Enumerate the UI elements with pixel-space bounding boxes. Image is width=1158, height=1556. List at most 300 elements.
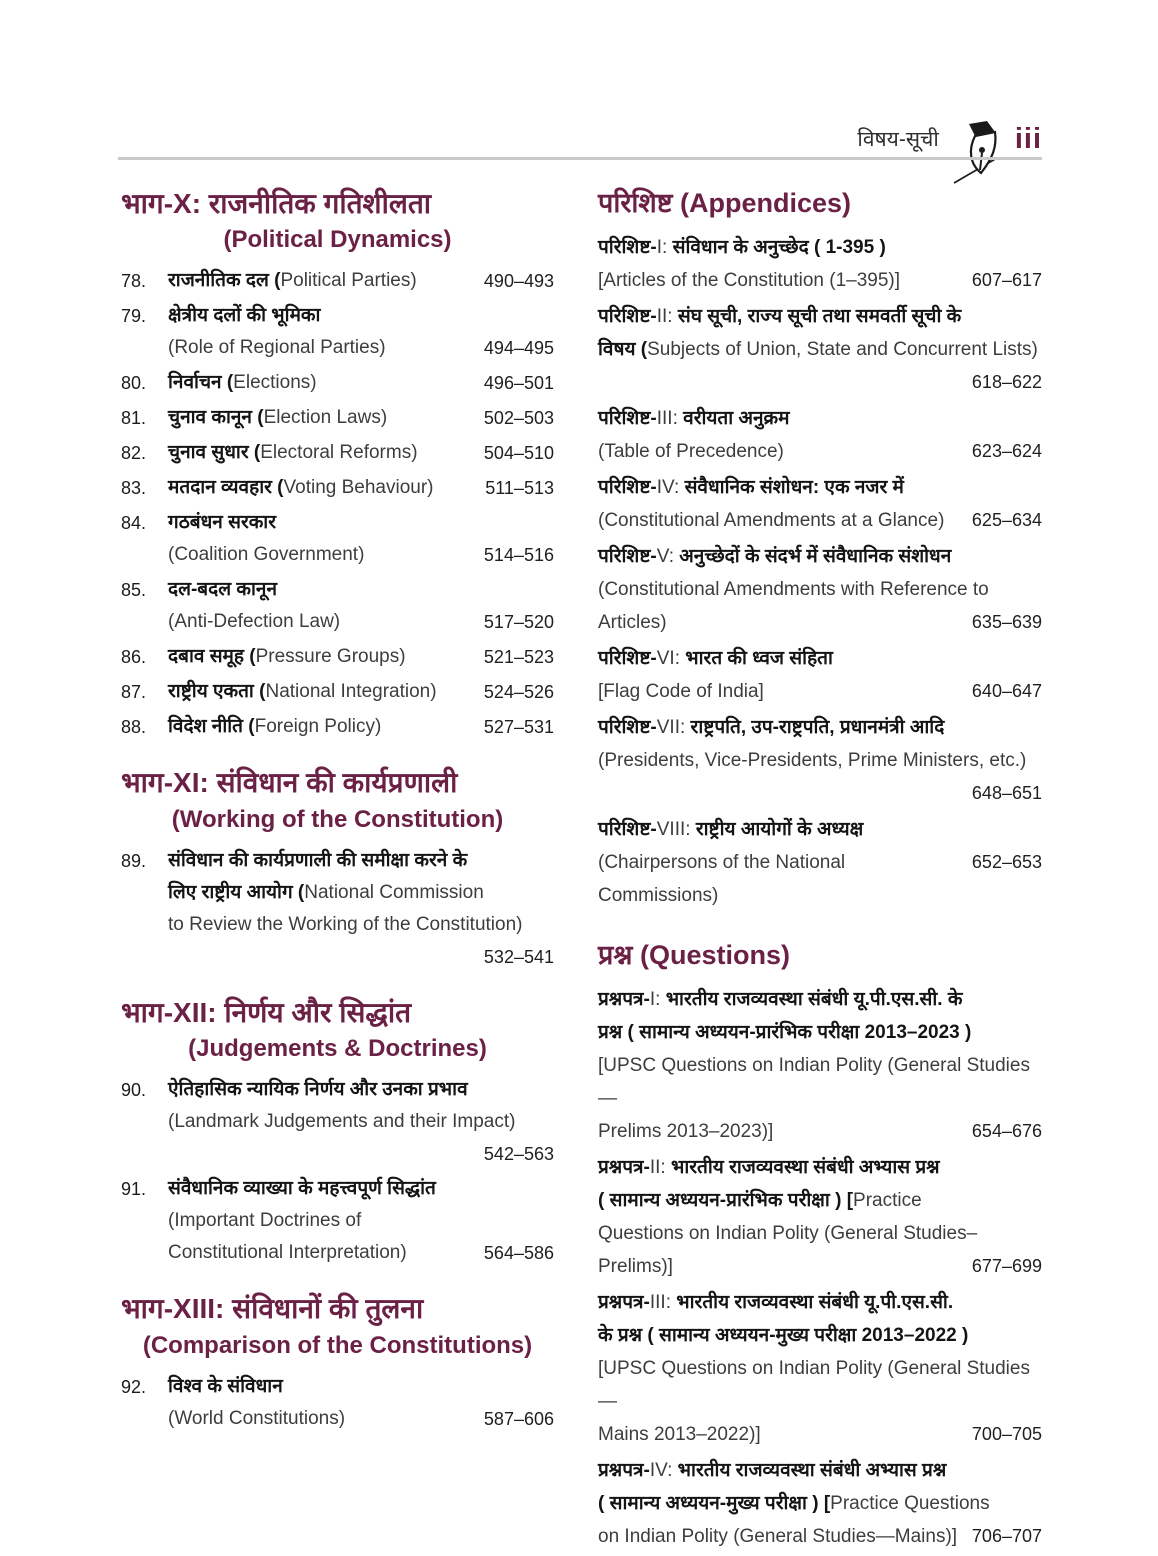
entry-line xyxy=(168,1371,554,1403)
text-run: (Presidents, Vice-Presidents, Prime Ministers, etc.) xyxy=(598,750,1027,772)
entry-text xyxy=(598,231,886,264)
entry-line xyxy=(168,845,554,877)
entry-text xyxy=(598,264,900,297)
entry-lines xyxy=(168,1371,554,1435)
entry-line xyxy=(598,711,1042,744)
entry-line xyxy=(168,472,554,504)
text-run: राजनीतिक दल ( xyxy=(168,270,281,292)
entry-pages: 700–705 xyxy=(971,1424,1042,1445)
text-run: Elections) xyxy=(233,372,317,394)
entry-text xyxy=(168,676,437,708)
section-title: परिशिष्ट (Appendices) xyxy=(598,188,852,218)
entry-pages: 502–503 xyxy=(483,408,554,429)
entry-lines xyxy=(168,676,554,708)
entry-text xyxy=(598,1487,990,1520)
text-run: Prelims 2013–2023)] xyxy=(598,1121,774,1143)
text-run: अनुच्छेदों के संदर्भ में संवैधानिक संशोधन xyxy=(679,546,952,568)
entry-lines xyxy=(598,1454,1042,1553)
entry-line xyxy=(168,909,554,941)
text-run: ( सामान्य अध्ययन-मुख्य परीक्षा ) [ xyxy=(598,1493,831,1515)
entry-pages: 625–634 xyxy=(971,510,1042,531)
entry-line xyxy=(598,1049,1042,1115)
entry-text xyxy=(168,711,381,743)
text-run: II: xyxy=(656,306,678,328)
entry-pages: 524–526 xyxy=(483,682,554,703)
entry-text xyxy=(168,265,417,297)
text-run: संवैधानिक संशोधन: एक नजर में xyxy=(684,477,904,499)
text-run: V: xyxy=(656,546,680,568)
text-run: to Review the Working of the Constitution) xyxy=(168,913,523,935)
toc-entry xyxy=(121,711,554,743)
entry-text xyxy=(598,402,789,435)
toc-entry xyxy=(121,1371,554,1435)
toc-entry xyxy=(598,642,1042,708)
toc-entry xyxy=(121,845,554,973)
text-run: (Coalition Government) xyxy=(168,544,365,566)
text-run: [Flag Code of India] xyxy=(598,681,764,703)
text-run: on Indian Polity (General Studies—Mains)] xyxy=(598,1526,958,1548)
toc-entry xyxy=(121,402,554,434)
entry-lines xyxy=(598,471,1042,537)
text-run: Electoral Reforms) xyxy=(260,442,418,464)
toc-entry xyxy=(121,507,554,571)
entry-lines xyxy=(598,1286,1042,1451)
entry-number: 86. xyxy=(121,647,147,668)
entry-line xyxy=(598,1217,1042,1250)
text-run: परिशिष्ट- xyxy=(598,408,657,430)
entry-pages: 706–707 xyxy=(971,1526,1042,1547)
entry-text xyxy=(598,1454,946,1487)
entry-line xyxy=(598,231,1042,264)
entry-line xyxy=(598,983,1042,1016)
entry-text xyxy=(598,1286,953,1319)
entry-line xyxy=(168,402,554,434)
entry-lines xyxy=(598,540,1042,639)
entry-text xyxy=(598,471,904,504)
entry-line xyxy=(598,1115,1042,1148)
toc-entry xyxy=(121,1173,554,1269)
entry-number: 81. xyxy=(121,408,147,429)
text-run: परिशिष्ट- xyxy=(598,717,657,739)
entry-pages: 490–493 xyxy=(483,271,554,292)
text-run: Voting Behaviour) xyxy=(283,477,434,499)
entry-text xyxy=(168,877,484,909)
entry-line xyxy=(598,333,1042,366)
entry-line xyxy=(598,777,1042,810)
text-run: Articles) xyxy=(598,612,667,634)
text-run: ( सामान्य अध्ययन-प्रारंभिक परीक्षा ) [ xyxy=(598,1190,854,1212)
entry-line xyxy=(598,1250,1042,1283)
entry-line xyxy=(168,1106,554,1138)
text-run: ऐतिहासिक न्यायिक निर्णय और उनका प्रभाव xyxy=(168,1079,468,1101)
entry-line xyxy=(598,1151,1042,1184)
entry-text xyxy=(598,983,962,1016)
entry-text xyxy=(598,1352,1042,1418)
entry-line xyxy=(598,1454,1042,1487)
entry-text xyxy=(168,507,276,539)
entry-pages: 654–676 xyxy=(971,1121,1042,1142)
entry-line xyxy=(598,366,1042,399)
text-run: (Chairpersons of the National Commissions) xyxy=(598,852,846,907)
page-number: iii xyxy=(1014,122,1042,155)
entry-number: 82. xyxy=(121,443,147,464)
entry-line xyxy=(168,877,554,909)
entry-line xyxy=(598,813,1042,846)
toc-entry xyxy=(121,437,554,469)
entry-pages: 623–624 xyxy=(971,441,1042,462)
text-run: (Anti-Defection Law) xyxy=(168,611,341,633)
entry-lines xyxy=(168,845,554,973)
section-subtitle: (Comparison of the Constitutions) xyxy=(142,1331,533,1359)
entry-text xyxy=(598,846,964,912)
text-run: संघ सूची, राज्य सूची तथा समवर्ती सूची के xyxy=(677,306,962,328)
entry-line xyxy=(168,676,554,708)
entry-text xyxy=(598,435,784,468)
entry-line xyxy=(598,1319,1042,1352)
text-run: Prelims)] xyxy=(598,1256,673,1278)
text-run: Practice Questions xyxy=(830,1493,990,1515)
entry-text xyxy=(168,437,418,469)
entry-line xyxy=(168,1173,554,1205)
entry-text xyxy=(168,1173,436,1205)
section-title: भाग-XI: संविधान की कार्यप्रणाली xyxy=(121,767,458,799)
entry-number: 87. xyxy=(121,682,147,703)
toc-entry xyxy=(598,711,1042,810)
entry-text xyxy=(598,300,961,333)
entry-text xyxy=(168,909,523,941)
text-run: दल-बदल कानून xyxy=(168,579,278,601)
right-column xyxy=(598,186,1042,1556)
entry-pages: 652–653 xyxy=(971,852,1042,873)
section-title: भाग-XIII: संविधानों की तुलना xyxy=(121,1293,424,1325)
entry-text xyxy=(598,744,1026,777)
entry-line xyxy=(168,367,554,399)
text-run: Questions on Indian Polity (General Studies– xyxy=(598,1223,978,1245)
text-run: प्रश्नपत्र- xyxy=(598,1157,650,1179)
text-run: Practice xyxy=(853,1190,922,1212)
toc-entry xyxy=(598,231,1042,297)
text-run: Constitutional Interpretation) xyxy=(168,1242,407,1264)
text-run: प्रश्नपत्र- xyxy=(598,1460,650,1482)
text-run: [UPSC Questions on Indian Polity (General Studies— xyxy=(598,1358,1030,1413)
entry-text xyxy=(598,711,944,744)
entry-text xyxy=(598,1016,971,1049)
entry-text xyxy=(168,1371,283,1403)
entry-lines xyxy=(168,402,554,434)
entry-line xyxy=(168,941,554,973)
entry-text xyxy=(598,1049,1042,1115)
entry-line xyxy=(168,711,554,743)
entry-line xyxy=(168,1237,554,1269)
text-run: II: xyxy=(649,1157,671,1179)
section-title: भाग-XII: निर्णय और सिद्धांत xyxy=(121,996,412,1028)
entry-text xyxy=(598,1250,673,1283)
running-title: विषय-सूची xyxy=(857,128,939,151)
text-run: विदेश नीति ( xyxy=(168,716,255,738)
entry-pages: 504–510 xyxy=(483,443,554,464)
text-run: प्रश्न ( सामान्य अध्ययन-प्रारंभिक परीक्षा 2013–2023 ) xyxy=(598,1022,972,1044)
text-run: मतदान व्यवहार ( xyxy=(168,477,284,499)
entry-pages: 607–617 xyxy=(971,270,1042,291)
entry-text xyxy=(168,641,406,673)
entry-line xyxy=(598,1352,1042,1418)
entry-text xyxy=(168,472,434,504)
entry-lines xyxy=(168,711,554,743)
entry-text xyxy=(598,642,833,675)
toc-entry xyxy=(598,1286,1042,1451)
entry-pages: 494–495 xyxy=(483,338,554,359)
text-run: चुनाव सुधार ( xyxy=(168,442,261,464)
entry-line xyxy=(168,539,554,571)
entry-line xyxy=(168,574,554,606)
toc-entry xyxy=(121,641,554,673)
text-run: भारतीय राजव्यवस्था संबंधी अभ्यास प्रश्न xyxy=(670,1157,940,1179)
text-run: प्रश्नपत्र- xyxy=(598,989,650,1011)
section-subtitle: (Judgements & Doctrines) xyxy=(188,1035,487,1063)
entry-line xyxy=(598,744,1042,777)
entry-text xyxy=(598,1151,940,1184)
entry-line xyxy=(598,1184,1042,1217)
entry-pages: 618–622 xyxy=(971,372,1042,393)
entry-text xyxy=(598,540,951,573)
entry-lines xyxy=(168,1074,554,1170)
entry-text xyxy=(598,1418,761,1451)
entry-number: 91. xyxy=(121,1179,147,1200)
text-run: संविधान के अनुच्छेद ( 1-395 ) xyxy=(672,237,886,259)
entry-line xyxy=(168,1074,554,1106)
entry-line xyxy=(598,402,1042,435)
toc-entry xyxy=(598,402,1042,468)
text-run: राष्ट्रीय एकता ( xyxy=(168,681,266,703)
entry-line xyxy=(598,435,1042,468)
entry-lines xyxy=(168,641,554,673)
entry-text xyxy=(598,1217,977,1250)
entry-text xyxy=(598,606,667,639)
entry-text xyxy=(168,1074,468,1106)
text-run: परिशिष्ट- xyxy=(598,819,657,841)
entry-text xyxy=(168,332,386,364)
entry-pages: 532–541 xyxy=(483,946,554,967)
entry-lines xyxy=(598,983,1042,1148)
section-subtitle: (Political Dynamics) xyxy=(223,226,452,254)
toc-entry xyxy=(121,367,554,399)
toc-entry xyxy=(598,471,1042,537)
entry-number: 79. xyxy=(121,306,147,327)
text-run: वरीयता अनुक्रम xyxy=(683,408,790,430)
toc-entry xyxy=(598,983,1042,1148)
entry-pages: 635–639 xyxy=(971,612,1042,633)
entry-line xyxy=(168,332,554,364)
entry-pages: 527–531 xyxy=(483,717,554,738)
entry-text xyxy=(168,1106,515,1138)
pen-nib-icon xyxy=(949,120,1005,186)
text-run: (Constitutional Amendments at a Glance) xyxy=(598,510,945,532)
text-run: राष्ट्रीय आयोगों के अध्यक्ष xyxy=(695,819,864,841)
entry-lines xyxy=(168,437,554,469)
entry-number: 90. xyxy=(121,1080,147,1101)
entry-lines xyxy=(168,574,554,638)
text-run: के प्रश्न ( सामान्य अध्ययन-मुख्य परीक्षा 2013–2022 ) xyxy=(598,1325,969,1347)
entry-pages: 640–647 xyxy=(971,681,1042,702)
text-run: दबाव समूह ( xyxy=(168,646,256,668)
header-rule xyxy=(118,157,1042,160)
text-run: राष्ट्रपति, उप-राष्ट्रपति, प्रधानमंत्री आदि xyxy=(690,717,945,739)
entry-lines xyxy=(168,367,554,399)
entry-text xyxy=(598,573,989,606)
entry-pages: 587–606 xyxy=(483,1408,554,1429)
entry-text xyxy=(598,675,764,708)
section-subtitle: (Working of the Constitution) xyxy=(171,805,504,833)
text-run: (Important Doctrines of xyxy=(168,1210,362,1232)
text-run: भारत की ध्वज संहिता xyxy=(685,648,833,670)
entry-number: 92. xyxy=(121,1376,147,1397)
entry-pages: 677–699 xyxy=(971,1256,1042,1277)
section-title: भाग-X: राजनीतिक गतिशीलता xyxy=(121,188,432,219)
text-run: विश्व के संविधान xyxy=(168,1375,283,1397)
entry-text xyxy=(598,1520,957,1553)
text-run: भारतीय राजव्यवस्था संबंधी यू.पी.एस.सी. के xyxy=(665,989,963,1011)
entry-line xyxy=(598,1016,1042,1049)
entry-line xyxy=(598,1520,1042,1553)
entry-line xyxy=(168,606,554,638)
text-run: VIII: xyxy=(656,819,696,841)
text-run: I: xyxy=(656,237,673,259)
text-run: विषय ( xyxy=(598,339,648,361)
entry-line xyxy=(168,507,554,539)
entry-line xyxy=(598,300,1042,333)
text-run: III: xyxy=(656,408,684,430)
toc-entry xyxy=(598,1151,1042,1283)
text-run: National Commission xyxy=(304,881,484,903)
entry-text xyxy=(598,1115,773,1148)
entry-text xyxy=(168,300,320,332)
entry-line xyxy=(598,1487,1042,1520)
text-run: भारतीय राजव्यवस्था संबंधी यू.पी.एस.सी. xyxy=(676,1292,954,1314)
text-run: निर्वाचन ( xyxy=(168,372,234,394)
entry-line xyxy=(598,1286,1042,1319)
entry-pages: 542–563 xyxy=(483,1144,554,1165)
page-header xyxy=(120,118,1042,160)
text-run: परिशिष्ट- xyxy=(598,237,657,259)
toc-entry xyxy=(598,300,1042,399)
toc-entry xyxy=(121,574,554,638)
entry-text xyxy=(168,539,364,571)
entry-lines xyxy=(168,1173,554,1269)
entry-lines xyxy=(168,507,554,571)
entry-lines xyxy=(598,711,1042,810)
entry-text xyxy=(168,367,317,399)
text-run: IV: xyxy=(649,1460,678,1482)
text-run: परिशिष्ट- xyxy=(598,306,657,328)
entry-lines xyxy=(598,642,1042,708)
entry-text xyxy=(598,1184,922,1217)
entry-line xyxy=(598,642,1042,675)
entry-line xyxy=(168,437,554,469)
entry-number: 89. xyxy=(121,850,147,871)
entry-text xyxy=(168,402,387,434)
text-run: लिए राष्ट्रीय आयोग ( xyxy=(168,881,305,903)
text-run: Election Laws) xyxy=(263,407,388,429)
entry-text xyxy=(168,574,277,606)
entry-pages: 521–523 xyxy=(483,647,554,668)
entry-text xyxy=(168,1403,345,1435)
toc-entry xyxy=(121,265,554,297)
left-column xyxy=(121,186,554,1438)
toc-entry xyxy=(598,1454,1042,1553)
text-run: Mains 2013–2022)] xyxy=(598,1424,761,1446)
text-run: National Integration) xyxy=(265,681,437,703)
text-run: (Constitutional Amendments with Reference to xyxy=(598,579,989,601)
entry-line xyxy=(598,540,1042,573)
entry-text xyxy=(598,1319,968,1352)
entry-number: 85. xyxy=(121,580,147,601)
text-run: क्षेत्रीय दलों की भूमिका xyxy=(168,305,321,327)
toc-entry xyxy=(121,1074,554,1170)
text-run: गठबंधन सरकार xyxy=(168,512,276,534)
text-run: (World Constitutions) xyxy=(168,1407,346,1429)
entry-line xyxy=(598,573,1042,606)
entry-number: 80. xyxy=(121,373,147,394)
text-run: Political Parties) xyxy=(280,270,417,292)
text-run: परिशिष्ट- xyxy=(598,648,657,670)
entry-line xyxy=(168,1403,554,1435)
text-run: VII: xyxy=(656,717,691,739)
entry-line xyxy=(598,846,1042,912)
entry-text xyxy=(598,333,1038,366)
entry-number: 88. xyxy=(121,717,147,738)
text-run: [UPSC Questions on Indian Polity (General Studies— xyxy=(598,1055,1030,1110)
entry-line xyxy=(168,1205,554,1237)
toc-entry xyxy=(121,300,554,364)
text-run: Subjects of Union, State and Concurrent Lists) xyxy=(647,339,1038,361)
text-run: परिशिष्ट- xyxy=(598,546,657,568)
text-run: [Articles of the Constitution (1–395)] xyxy=(598,270,901,292)
entry-line xyxy=(168,1138,554,1170)
entry-line xyxy=(598,1418,1042,1451)
entry-pages: 517–520 xyxy=(483,612,554,633)
entry-pages: 496–501 xyxy=(483,373,554,394)
section-title: प्रश्न (Questions) xyxy=(598,940,790,971)
text-run: प्रश्नपत्र- xyxy=(598,1292,650,1314)
text-run: संविधान की कार्यप्रणाली की समीक्षा करने के xyxy=(168,849,468,871)
text-run: परिशिष्ट- xyxy=(598,477,657,499)
entry-lines xyxy=(168,300,554,364)
entry-lines xyxy=(598,231,1042,297)
text-run: III: xyxy=(649,1292,677,1314)
entry-lines xyxy=(168,472,554,504)
toc-entry xyxy=(598,540,1042,639)
text-run: चुनाव कानून ( xyxy=(168,407,264,429)
entry-line xyxy=(598,606,1042,639)
entry-line xyxy=(598,471,1042,504)
text-run: (Role of Regional Parties) xyxy=(168,337,386,359)
entry-text xyxy=(598,813,863,846)
entry-line xyxy=(168,265,554,297)
entry-line xyxy=(598,504,1042,537)
text-run: Pressure Groups) xyxy=(255,646,406,668)
toc-entry xyxy=(121,676,554,708)
entry-pages: 648–651 xyxy=(971,783,1042,804)
entry-lines xyxy=(598,402,1042,468)
entry-number: 84. xyxy=(121,513,147,534)
entry-text xyxy=(168,845,467,877)
entry-line xyxy=(168,641,554,673)
text-run: (Landmark Judgements and their Impact) xyxy=(168,1111,516,1133)
entry-lines xyxy=(598,1151,1042,1283)
entry-lines xyxy=(168,265,554,297)
entry-number: 83. xyxy=(121,478,147,499)
entry-text xyxy=(598,504,944,537)
